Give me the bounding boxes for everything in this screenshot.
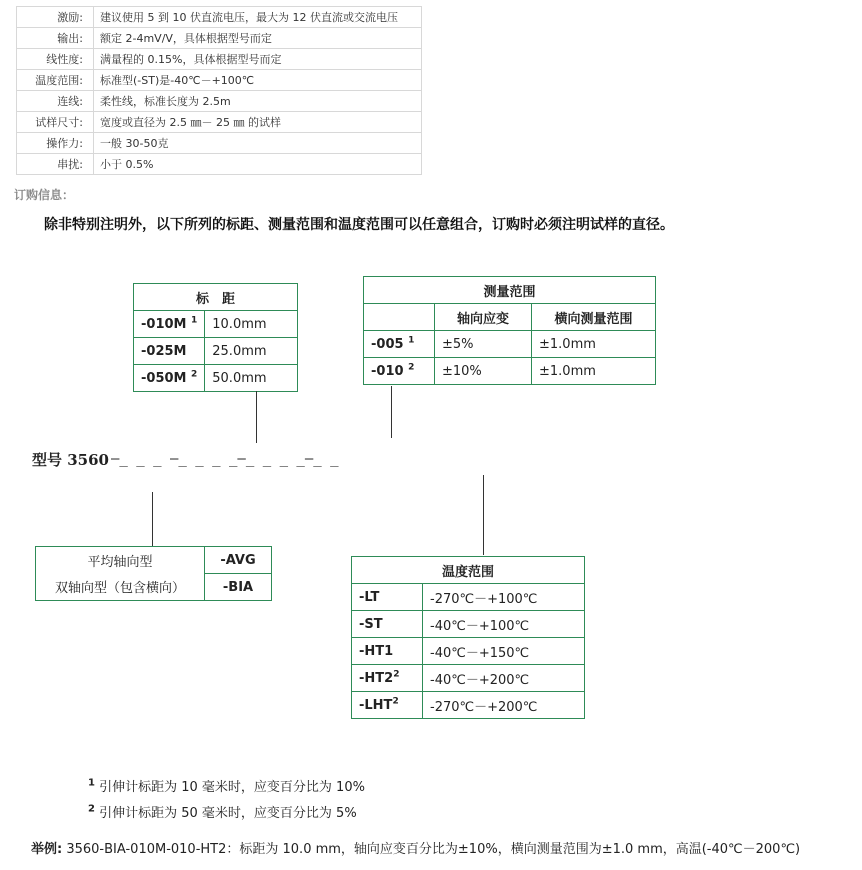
gauge-code: -050M $^2$ xyxy=(134,365,205,392)
spec-key: 输出: xyxy=(17,28,94,49)
spec-row xyxy=(17,112,422,133)
temperature-range-table xyxy=(351,556,585,719)
spec-row xyxy=(17,49,422,70)
spec-value: 宽度或直径为 2.5 ㎜－ 25 ㎜ 的试样 xyxy=(94,112,422,133)
table-row xyxy=(352,584,585,611)
spec-table xyxy=(16,6,422,175)
spec-key: 试样尺寸: xyxy=(17,112,94,133)
connector-line xyxy=(152,492,153,546)
gauge-value: 25.0mm xyxy=(205,338,298,365)
temp-value: -40℃－+100℃ xyxy=(423,611,585,638)
table-row xyxy=(364,358,656,385)
type-name: 平均轴向型 xyxy=(36,547,205,574)
connector-line xyxy=(483,475,484,555)
connector-line xyxy=(256,391,257,443)
range-header-empty xyxy=(364,304,435,331)
measurement-range-table xyxy=(363,276,656,385)
table-row xyxy=(36,574,272,601)
gauge-table-title: 标 距 xyxy=(134,284,298,311)
range-header-transverse: 横向测量范围 xyxy=(532,304,656,331)
temp-code: -LHT$^2$ xyxy=(352,692,423,719)
temp-value: -40℃－+150℃ xyxy=(423,638,585,665)
spec-value: 柔性线，标准长度为 2.5m xyxy=(94,91,422,112)
type-code: -BIA xyxy=(205,574,272,601)
spec-key: 线性度: xyxy=(17,49,94,70)
gauge-value: 10.0mm xyxy=(205,311,298,338)
model-number-slots: —_ _ _ —_ _ _ _—_ _ _ _—_ _ xyxy=(111,451,339,467)
connector-line xyxy=(391,386,392,438)
range-axial: ±5% xyxy=(435,331,532,358)
order-info-heading: 订购信息： xyxy=(14,188,75,202)
type-table xyxy=(35,546,272,601)
spec-key: 连线: xyxy=(17,91,94,112)
type-name: 双轴向型（包含横向） xyxy=(36,574,205,601)
temp-code: $-HT2^2$ xyxy=(352,665,423,692)
temp-code: -ST xyxy=(352,611,423,638)
example-text: 3560-BIA-010M-010-HT2：标距为 10.0 mm，轴向应变百分比为±10%，横向测量范围为±1.0 mm，高温(-40℃－200℃) xyxy=(66,842,801,857)
spec-value: 满量程的 0.15%，具体根据型号而定 xyxy=(94,49,422,70)
table-row xyxy=(352,665,585,692)
spec-row xyxy=(17,70,422,91)
spec-key: 温度范围: xyxy=(17,70,94,91)
spec-key: 串扰: xyxy=(17,154,94,175)
range-header-axial: 轴向应变 xyxy=(435,304,532,331)
temp-code: -LT xyxy=(352,584,423,611)
table-row xyxy=(352,638,585,665)
spec-key: 操作力: xyxy=(17,133,94,154)
table-row xyxy=(134,365,298,392)
footnote: $^1$ 引伸计标距为 10 毫米时，应变百分比为 10% xyxy=(88,777,365,795)
spec-value: 额定 2-4mV/V，具体根据型号而定 xyxy=(94,28,422,49)
spec-row xyxy=(17,154,422,175)
gauge-code: -025M xyxy=(134,338,205,365)
temp-table-title: 温度范围 xyxy=(352,557,585,584)
spec-row xyxy=(17,91,422,112)
range-transverse: ±1.0mm xyxy=(532,331,656,358)
range-code: -005 $^1$ xyxy=(364,331,435,358)
spec-value: 一般 30-50克 xyxy=(94,133,422,154)
spec-value: 建议使用 5 到 10 伏直流电压，最大为 12 伏直流或交流电压 xyxy=(94,7,422,28)
range-axial: ±10% xyxy=(435,358,532,385)
temp-value: -270℃－+200℃ xyxy=(423,692,585,719)
temp-value: -40℃－+200℃ xyxy=(423,665,585,692)
table-row xyxy=(352,692,585,719)
range-transverse: ±1.0mm xyxy=(532,358,656,385)
spec-value: 标准型(-ST)是-40℃－+100℃ xyxy=(94,70,422,91)
table-row xyxy=(364,331,656,358)
model-number: 型号 3560 xyxy=(32,451,109,469)
range-table-title: 测量范围 xyxy=(364,277,656,304)
gauge-code: -010M $^1$ xyxy=(134,311,205,338)
spec-row xyxy=(17,7,422,28)
table-row xyxy=(134,338,298,365)
table-row xyxy=(352,611,585,638)
temp-value: -270℃－+100℃ xyxy=(423,584,585,611)
order-example xyxy=(31,838,800,857)
type-code: -AVG xyxy=(205,547,272,574)
gauge-value: 50.0mm xyxy=(205,365,298,392)
spec-value: 小于 0.5% xyxy=(94,154,422,175)
spec-key: 激励: xyxy=(17,7,94,28)
gauge-length-table xyxy=(133,283,298,392)
table-row xyxy=(36,547,272,574)
temp-code: -HT1 xyxy=(352,638,423,665)
spec-row xyxy=(17,28,422,49)
intro-text: 除非特别注明外，以下所列的标距、测量范围和温度范围可以任意组合，订购时必须注明试样的直径。 xyxy=(44,217,674,233)
range-code: -010 $^2$ xyxy=(364,358,435,385)
footnote: $^2$ 引伸计标距为 50 毫米时，应变百分比为 5% xyxy=(88,803,357,821)
example-label: 举例: xyxy=(31,842,63,857)
spec-row xyxy=(17,133,422,154)
table-row xyxy=(134,311,298,338)
